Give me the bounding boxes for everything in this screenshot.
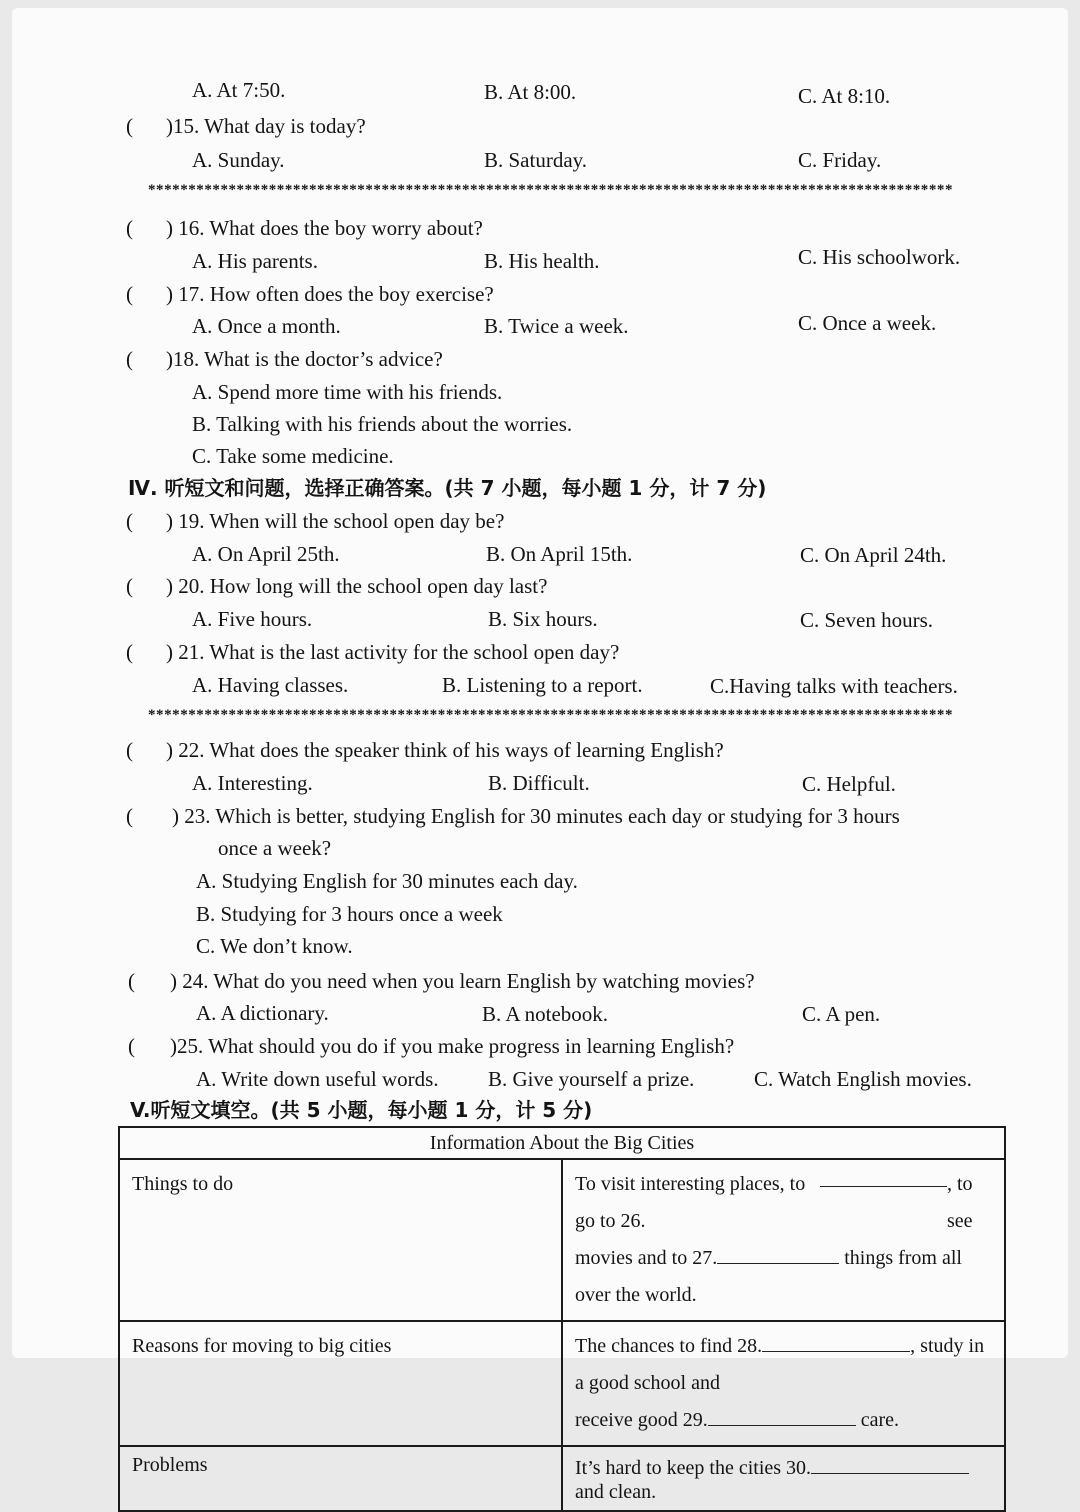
table-row xyxy=(119,1321,1005,1446)
q23-option-b: B. Studying for 3 hours once a week xyxy=(196,902,503,926)
q15-option-b: B. Saturday. xyxy=(484,148,588,172)
q16-option-c: C. His schoolwork. xyxy=(798,245,961,269)
row-content-things-to-do: To visit interesting places, to go to 26. , to see movies and to 27. things from all over the world. xyxy=(562,1159,1005,1321)
section-4-heading: Ⅳ. 听短文和问题，选择正确答案。(共 7 小题，每小题 1 分，计 7 分) xyxy=(128,476,767,500)
q22-option-a: A. Interesting. xyxy=(192,771,313,795)
q17-option-b: B. Twice a week. xyxy=(484,314,629,338)
q23-option-c: C. We don’t know. xyxy=(196,934,353,958)
table-title: Information About the Big Cities xyxy=(119,1127,1005,1159)
q24-option-c: C. A pen. xyxy=(802,1002,881,1026)
q22-answer-paren: ( xyxy=(126,738,133,762)
q15-answer-paren: ( xyxy=(126,114,133,138)
q22-option-c: C. Helpful. xyxy=(802,772,896,796)
q20-answer-paren: ( xyxy=(126,574,133,598)
q23-answer-paren: ( xyxy=(126,804,133,828)
q25-answer-paren: ( xyxy=(128,1034,135,1058)
q15-option-c: C. Friday. xyxy=(798,148,882,172)
q18-answer-paren: ( xyxy=(126,347,133,371)
separator-line: **************************************************************************************************** xyxy=(148,708,953,723)
q19-option-a: A. On April 25th. xyxy=(192,542,340,566)
table-row xyxy=(119,1446,1005,1511)
q18-option-c: C. Take some medicine. xyxy=(192,444,394,468)
q24-option-b: B. A notebook. xyxy=(482,1002,609,1026)
q24-stem: ) 24. What do you need when you learn English by watching movies? xyxy=(170,969,755,993)
q23-option-a: A. Studying English for 30 minutes each day. xyxy=(196,869,578,893)
q21-option-a: A. Having classes. xyxy=(192,673,349,697)
q20-option-b: B. Six hours. xyxy=(488,607,598,631)
row-label-problems: Problems xyxy=(119,1446,562,1511)
q20-option-a: A. Five hours. xyxy=(192,607,313,631)
row-label-reasons: Reasons for moving to big cities xyxy=(119,1321,562,1446)
q21-option-c: C.Having talks with teachers. xyxy=(710,674,958,698)
q16-answer-paren: ( xyxy=(126,216,133,240)
section-5-heading: V.听短文填空。(共 5 小题，每小题 1 分，计 5 分) xyxy=(130,1098,593,1122)
row-content-problems: It’s hard to keep the cities 30. and clean. xyxy=(562,1446,1005,1511)
q25-option-a: A. Write down useful words. xyxy=(196,1067,439,1091)
q22-option-b: B. Difficult. xyxy=(488,771,590,795)
q16-option-a: A. His parents. xyxy=(192,249,318,273)
blank-27[interactable] xyxy=(717,1243,839,1264)
q21-stem: ) 21. What is the last activity for the school open day? xyxy=(166,640,620,664)
q14-option-c: C. At 8:10. xyxy=(798,84,891,108)
blank-26[interactable] xyxy=(820,1166,947,1187)
q24-option-a: A. A dictionary. xyxy=(196,1001,329,1025)
q25-option-b: B. Give yourself a prize. xyxy=(488,1067,695,1091)
q18-option-b: B. Talking with his friends about the worries. xyxy=(192,412,573,436)
q21-answer-paren: ( xyxy=(126,640,133,664)
table-row xyxy=(119,1159,1005,1321)
q18-stem: )18. What is the doctor’s advice? xyxy=(166,347,443,371)
q20-stem: ) 20. How long will the school open day last? xyxy=(166,574,548,598)
q17-option-a: A. Once a month. xyxy=(192,314,341,338)
q19-option-c: C. On April 24th. xyxy=(800,543,947,567)
blank-29[interactable] xyxy=(708,1405,856,1426)
q17-option-c: C. Once a week. xyxy=(798,311,937,335)
q19-option-b: B. On April 15th. xyxy=(486,542,633,566)
q14-option-a: A. At 7:50. xyxy=(192,78,286,102)
q17-answer-paren: ( xyxy=(126,282,133,306)
q25-stem: )25. What should you do if you make progress in learning English? xyxy=(170,1034,735,1058)
q14-option-b: B. At 8:00. xyxy=(484,80,577,104)
q21-option-b: B. Listening to a report. xyxy=(442,673,643,697)
q16-stem: ) 16. What does the boy worry about? xyxy=(166,216,483,240)
q24-answer-paren: ( xyxy=(128,969,135,993)
q22-stem: ) 22. What does the speaker think of his ways of learning English? xyxy=(166,738,724,762)
q15-option-a: A. Sunday. xyxy=(192,148,285,172)
q17-stem: ) 17. How often does the boy exercise? xyxy=(166,282,494,306)
blank-30[interactable] xyxy=(811,1453,969,1474)
q15-stem: )15. What day is today? xyxy=(166,114,366,138)
separator-line: **************************************************************************************************** xyxy=(148,183,953,198)
q19-stem: ) 19. When will the school open day be? xyxy=(166,509,505,533)
blank-28[interactable] xyxy=(762,1331,910,1352)
q25-option-c: C. Watch English movies. xyxy=(754,1067,972,1091)
q19-answer-paren: ( xyxy=(126,509,133,533)
q23-stem: ) 23. Which is better, studying English for 30 minutes each day or studying for 3 hours xyxy=(172,804,900,828)
row-label-things-to-do: Things to do xyxy=(119,1159,562,1321)
q18-option-a: A. Spend more time with his friends. xyxy=(192,380,503,404)
row-content-reasons: The chances to find 28. , study in a good school and receive good 29. care. xyxy=(562,1321,1005,1446)
q23-stem-continued: once a week? xyxy=(218,836,332,860)
info-table xyxy=(118,1126,1006,1512)
q20-option-c: C. Seven hours. xyxy=(800,608,933,632)
q16-option-b: B. His health. xyxy=(484,249,600,273)
